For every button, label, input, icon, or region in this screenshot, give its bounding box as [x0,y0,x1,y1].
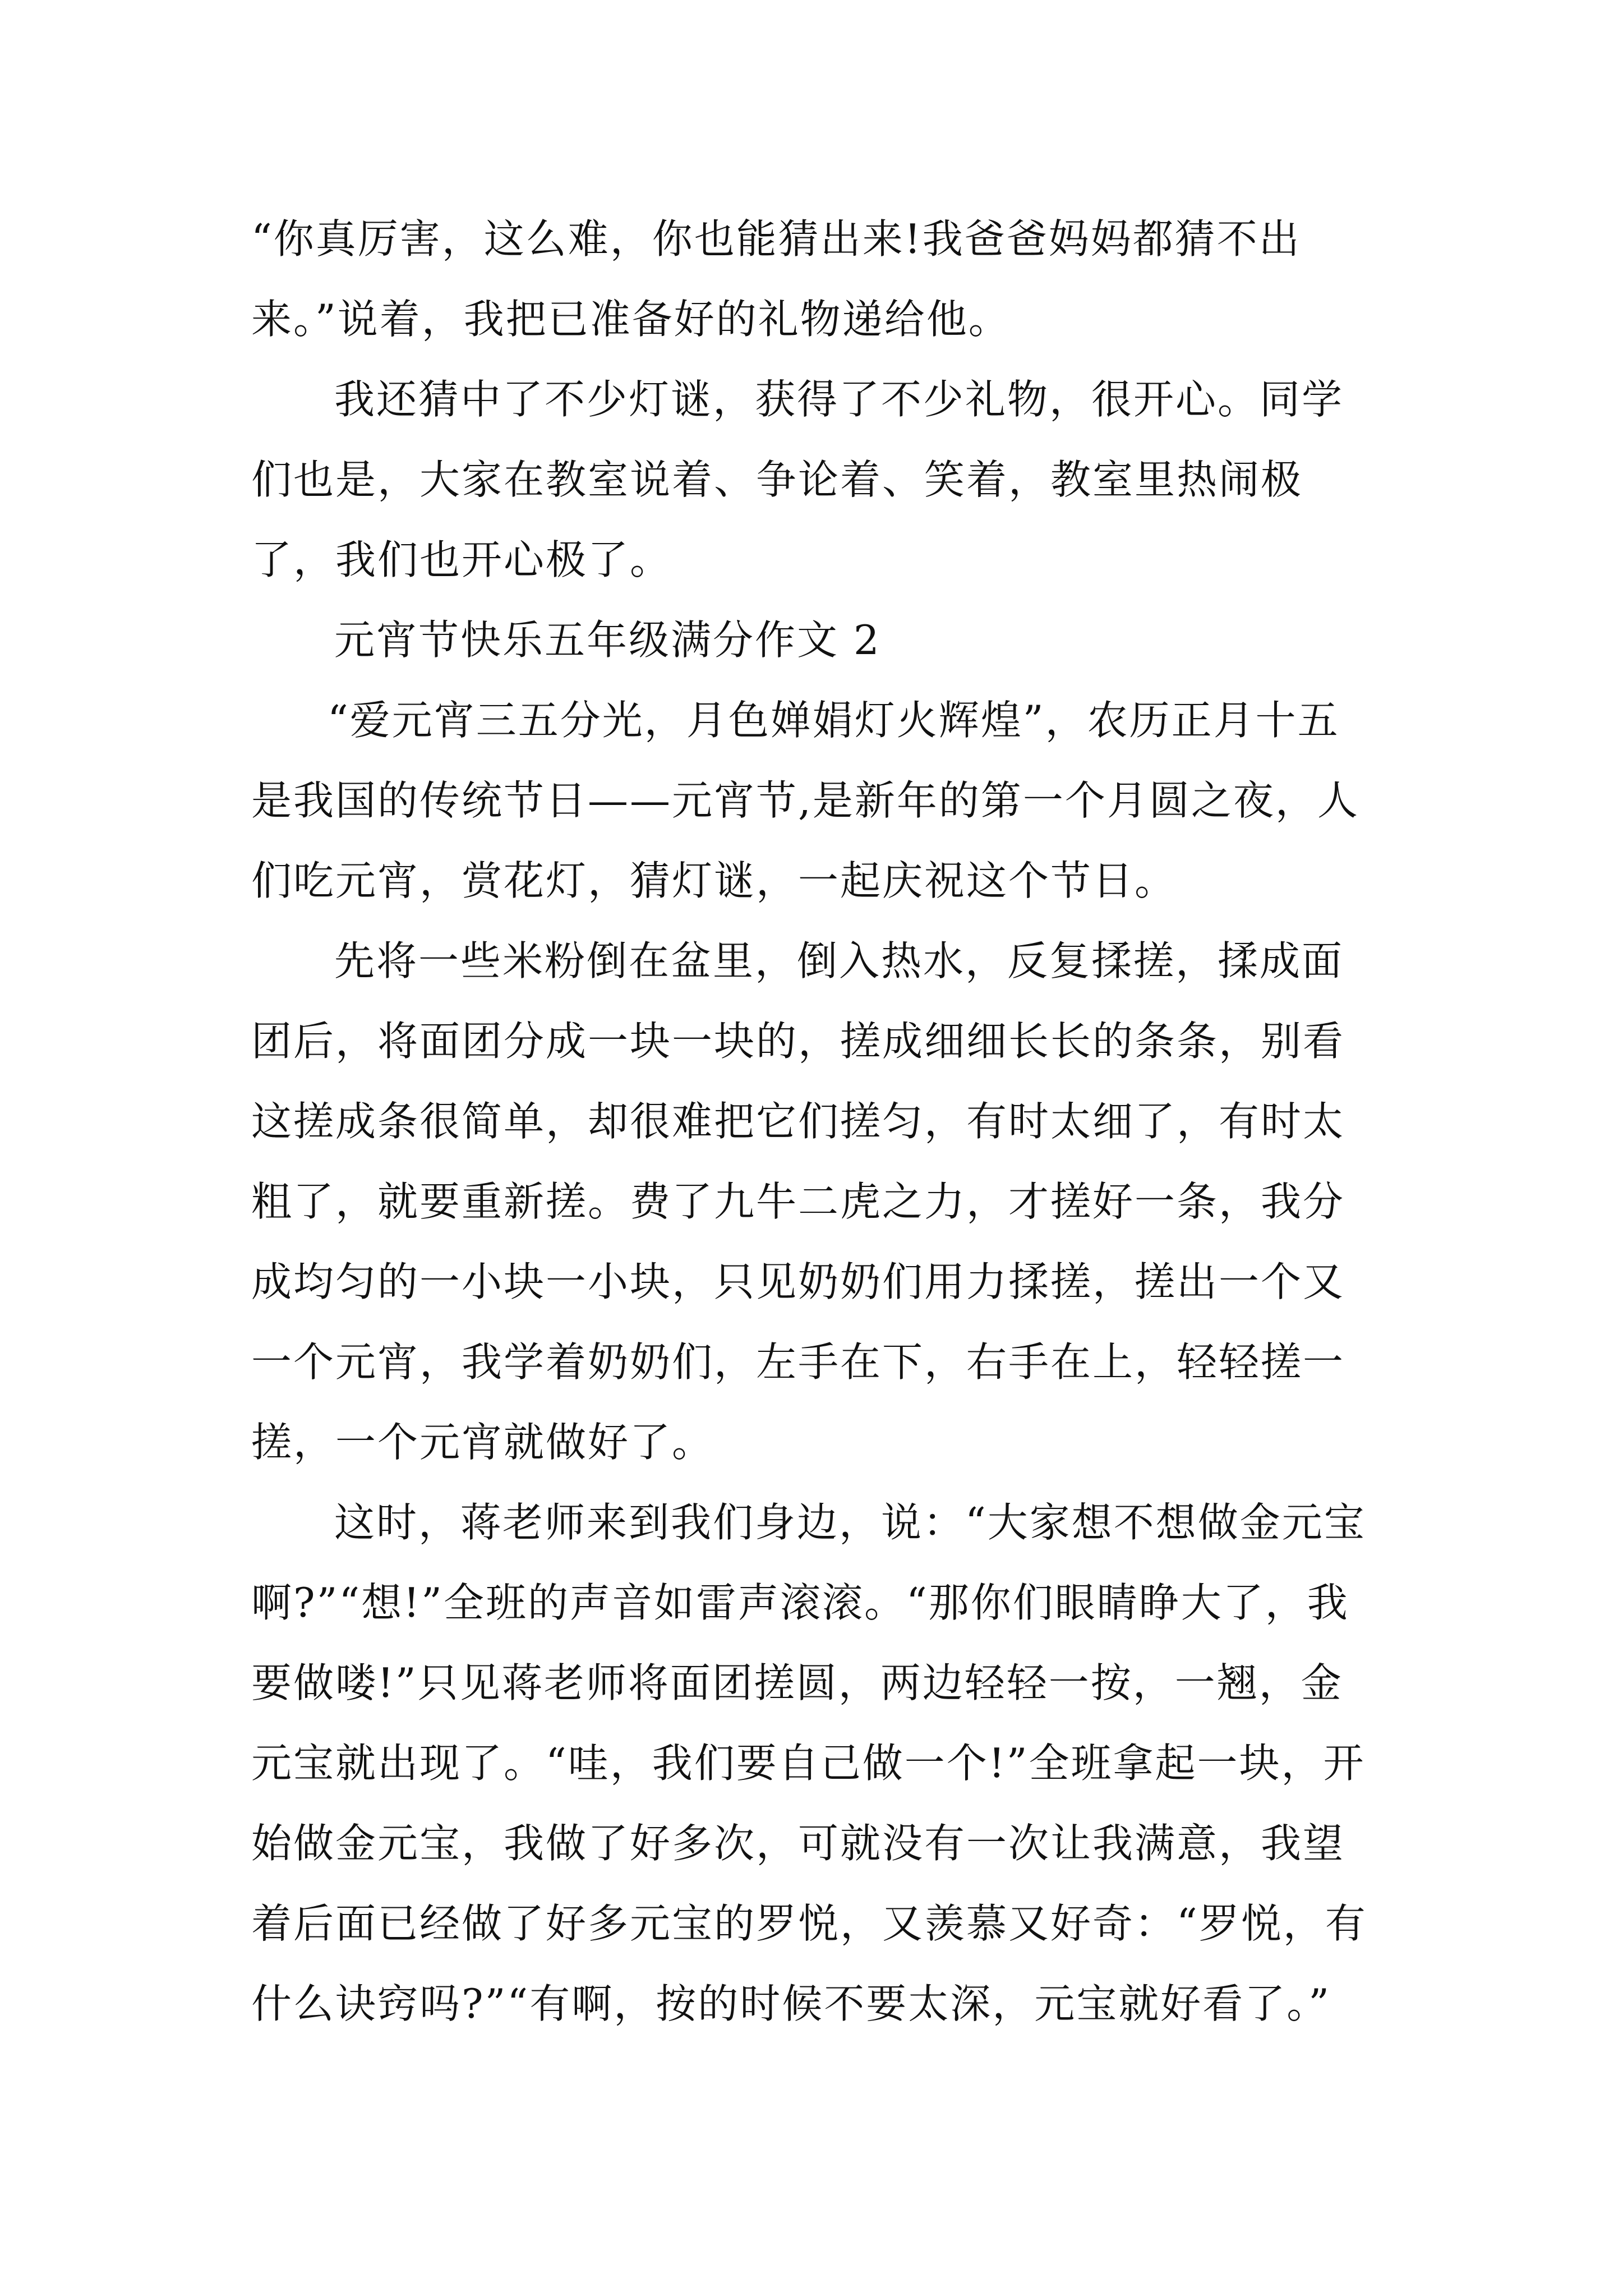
paragraph-5: 这时，蒋老师来到我们身边，说：“大家想不想做金元宝啊?”“想!”全班的声音如雷声滚滚。“那你们眼睛睁大了，我要做喽!”只见蒋老师将面团搓圆，两边轻轻一按，一翘，金元宝就出现了。“哇，我们要自己做一个!”全班拿起一块，开始做金元宝，我做了好多次，可就没有一次让我满意，我望着后面已经做了好多元宝的罗悦，又羡慕又好奇：“罗悦，有什么诀窍吗?”“有啊，按的时候不要太深，元宝就好看了。” [251,1499,1367,2027]
paragraph-1: “你真厉害，这么难，你也能猜出来!我爸爸妈妈都猜不出来。”说着，我把已准备好的礼物递给他。 [251,215,1301,343]
section-title: 元宵节快乐五年级满分作文 2 [334,616,881,664]
document-body [251,199,1378,2044]
paragraph-2: 我还猜中了不少灯谜，获得了不少礼物，很开心。同学们也是，大家在教室说着、争论着、笑着，教室里热闹极了，我们也开心极了。 [251,376,1344,583]
paragraph-4: 先将一些米粉倒在盆里，倒入热水，反复揉搓，揉成面团后，将面团分成一块一块的，搓成细细长长的条条，别看这搓成条很简单，却很难把它们搓匀，有时太细了，有时太粗了，就要重新搓。费了九牛二虎之力，才搓好一条，我分成均匀的一小块一小块，只见奶奶们用力揉搓，搓出一个又一个元宵，我学着奶奶们，左手在下，右手在上，轻轻搓一搓，一个元宵就做好了。 [251,937,1345,1466]
paragraph-3: “爱元宵三五分光，月色婵娟灯火辉煌”，农历正月十五是我国的传统节日——元宵节,是新年的第一个月圆之夜，人们吃元宵，赏花灯，猜灯谜，一起庆祝这个节日。 [251,697,1359,904]
